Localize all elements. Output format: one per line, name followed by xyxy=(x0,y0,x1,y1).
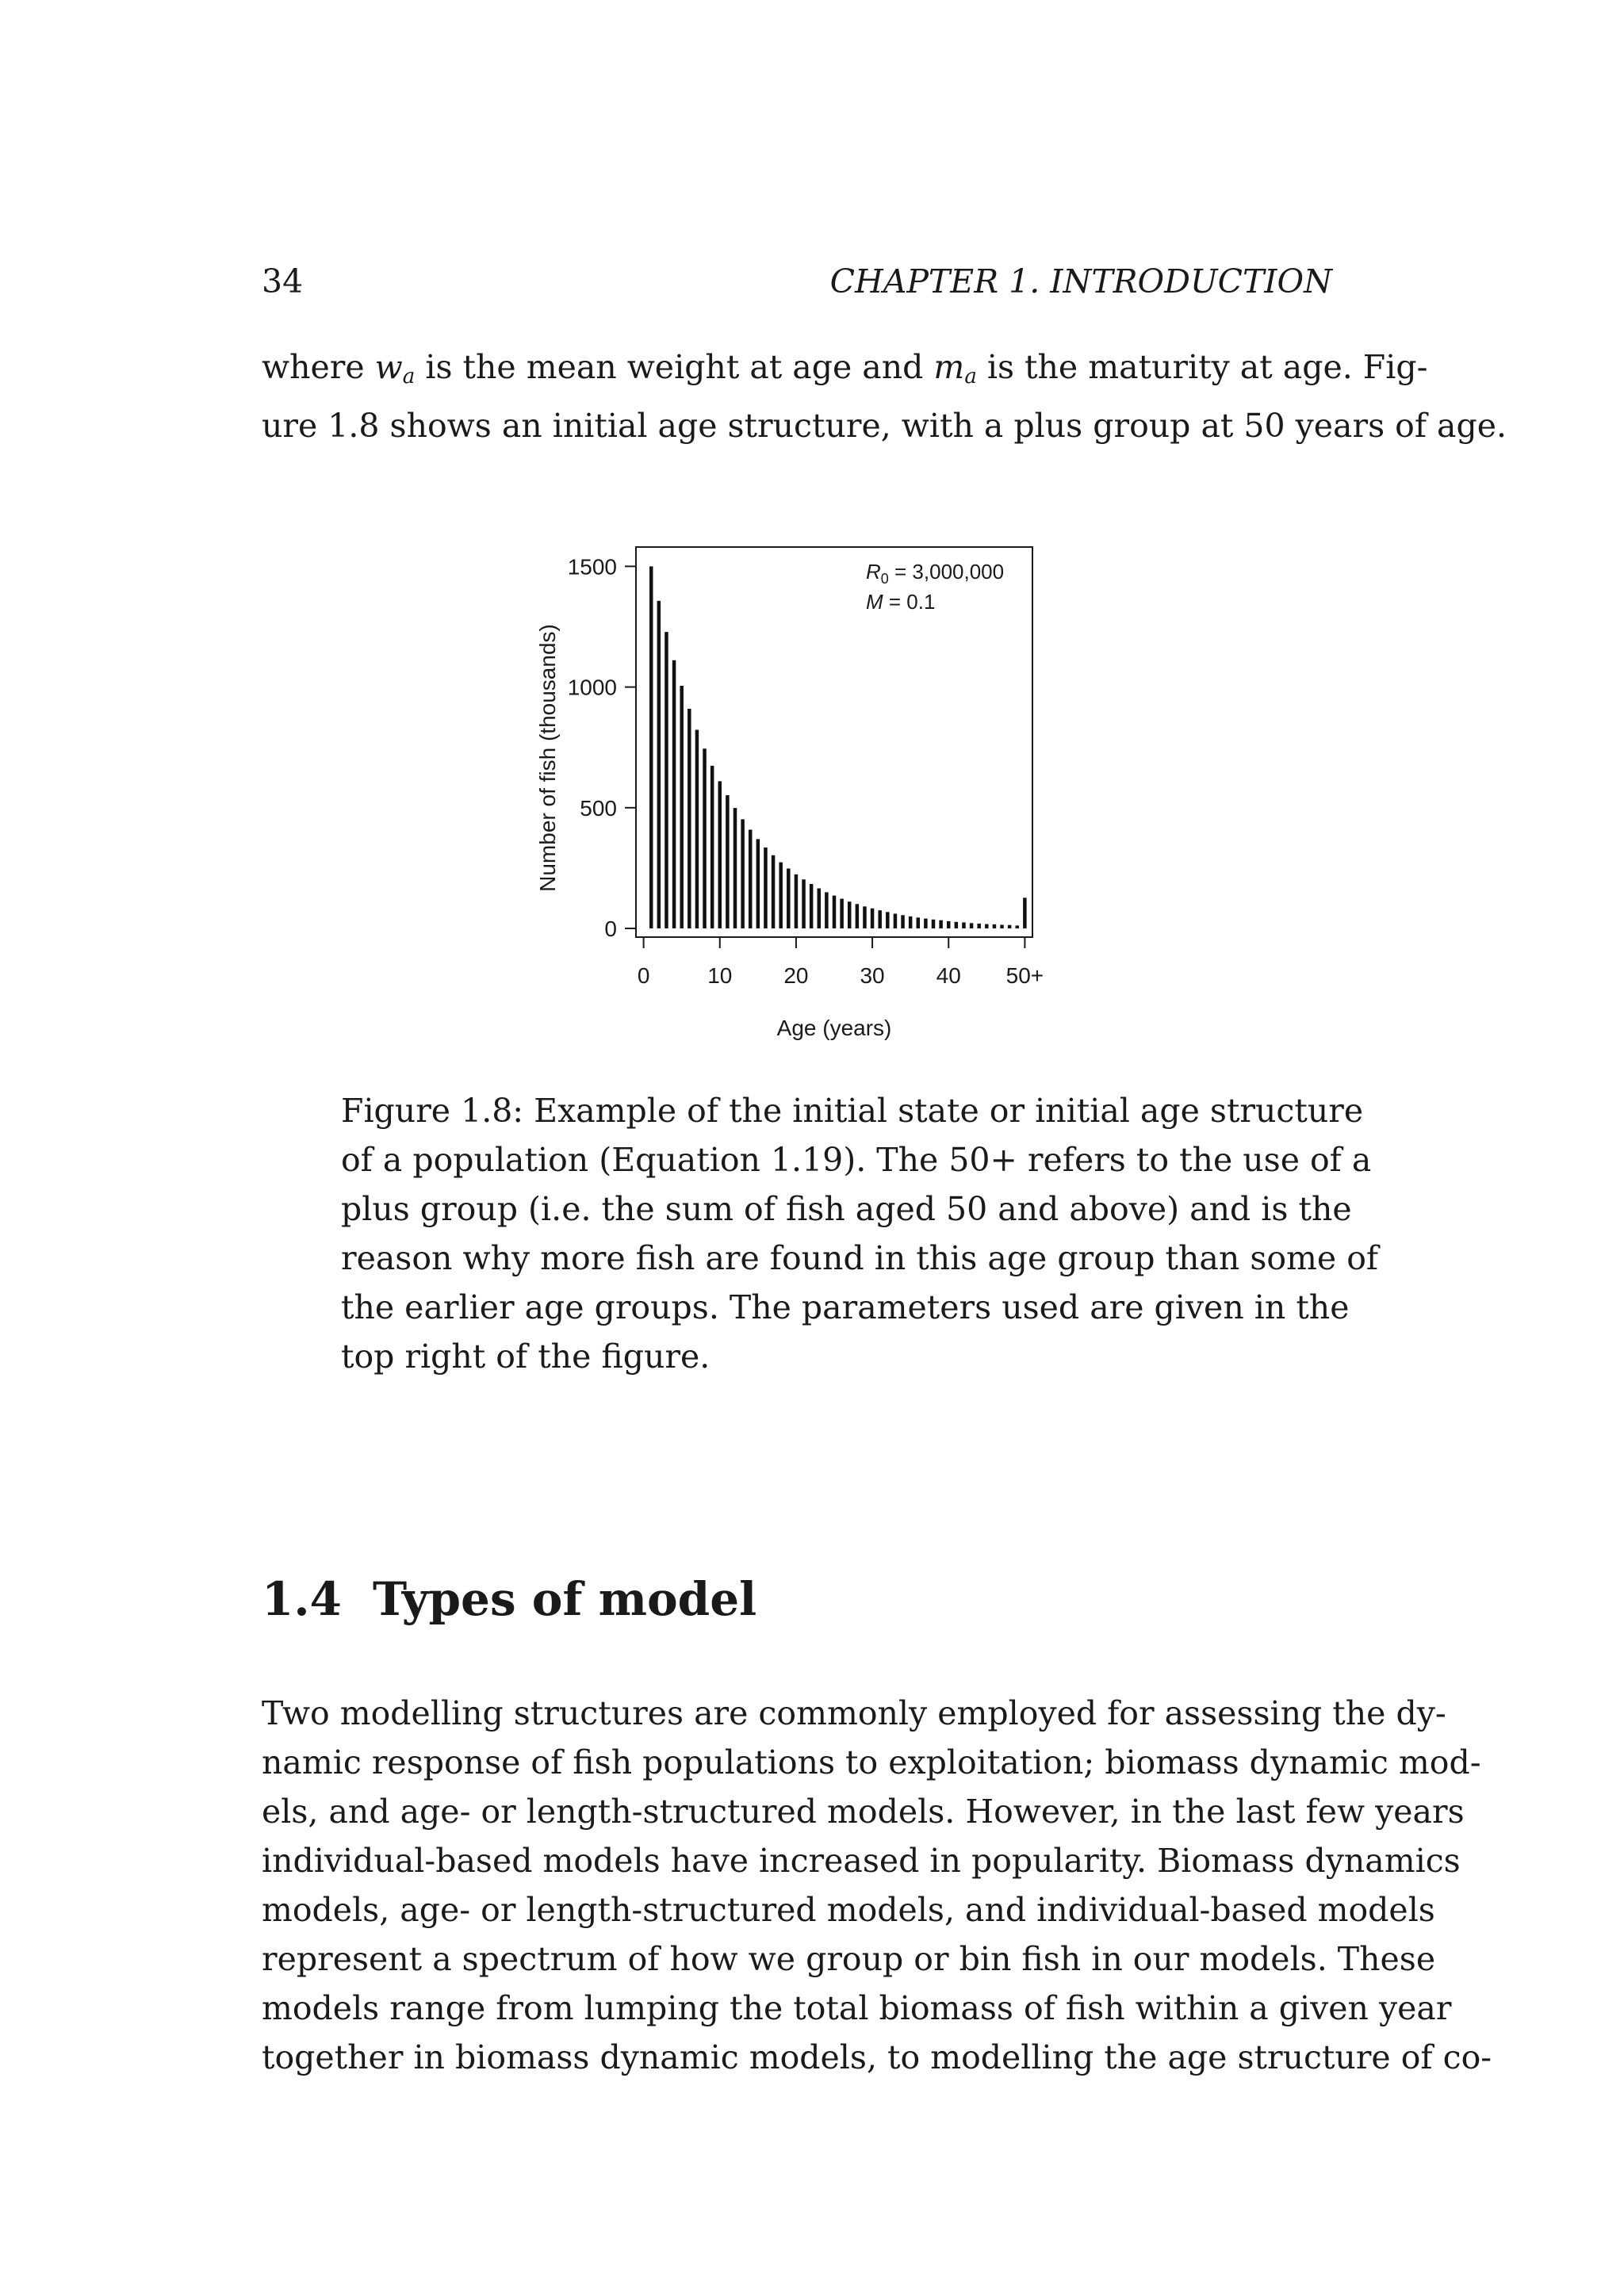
y-tick-label: 1000 xyxy=(567,675,617,700)
section-title-text: Types of model xyxy=(373,1572,757,1626)
caption-line-6: top right of the figure. xyxy=(341,1337,710,1376)
body-line-2: namic response of fish populations to exploitation; biomass dynamic mod- xyxy=(262,1743,1481,1781)
y-tick-label: 1500 xyxy=(567,554,617,580)
intro-line-1 xyxy=(262,342,1428,401)
body-line-1: Two modelling structures are commonly employed for assessing the dy- xyxy=(262,1694,1446,1732)
intro-text-c: is the maturity at age. Fig- xyxy=(976,348,1428,386)
age-structure-chart xyxy=(523,539,1063,1062)
x-axis-label: Age (years) xyxy=(776,1016,892,1040)
figure-1-8 xyxy=(523,539,1063,1062)
section-heading xyxy=(262,1571,756,1627)
y-axis-label: Number of fish (thousands) xyxy=(535,624,560,892)
intro-line-2: ure 1.8 shows an initial age structure, with a plus group at 50 years of age. xyxy=(262,407,1507,445)
annotation-symbol: R xyxy=(866,560,881,584)
page-number: 34 xyxy=(262,262,304,300)
annotation-value: = 3,000,000 xyxy=(888,560,1005,584)
parameter-annotation xyxy=(866,590,935,614)
body-line-3: els, and age- or length-structured models. However, in the last few years xyxy=(262,1793,1465,1831)
caption-line-2: of a population (Equation 1.19). The 50+ refers to the use of a xyxy=(341,1141,1372,1179)
caption-line-4: reason why more fish are found in this age group than some of xyxy=(341,1239,1379,1277)
annotation-value: = 0.1 xyxy=(883,590,936,614)
x-tick-label: 40 xyxy=(936,963,961,988)
annotation-subscript: 0 xyxy=(880,571,889,587)
caption-line-5: the earlier age groups. The parameters used are given in the xyxy=(341,1288,1350,1326)
section-number: 1.4 xyxy=(262,1572,342,1626)
m-variable: m xyxy=(933,348,965,386)
body-paragraph xyxy=(262,1689,1492,2082)
a-subscript: a xyxy=(402,365,416,388)
annotation-symbol: M xyxy=(866,590,883,614)
w-variable: w xyxy=(374,348,403,386)
parameter-annotation xyxy=(866,560,1004,587)
intro-text-b: is the mean weight at age and xyxy=(415,348,934,386)
x-tick-label: 0 xyxy=(637,963,650,988)
m-a-symbol xyxy=(933,348,976,386)
x-tick-label: 10 xyxy=(707,963,733,988)
y-tick-label: 0 xyxy=(604,916,617,942)
body-line-7: models range from lumping the total biomass of fish within a given year xyxy=(262,1989,1452,2027)
body-line-6: represent a spectrum of how we group or bin fish in our models. These xyxy=(262,1940,1436,1978)
figure-caption xyxy=(341,1086,1379,1381)
caption-line-1: Figure 1.8: Example of the initial state or initial age structure xyxy=(341,1092,1364,1130)
a-subscript: a xyxy=(964,365,977,388)
w-a-symbol xyxy=(375,348,416,386)
running-head: CHAPTER 1. INTRODUCTION xyxy=(829,262,1332,300)
x-tick-label: 20 xyxy=(783,963,809,988)
y-tick-label: 500 xyxy=(580,795,617,821)
caption-line-3: plus group (i.e. the sum of fish aged 50 and above) and is the xyxy=(341,1190,1352,1228)
body-line-8: together in biomass dynamic models, to modelling the age structure of co- xyxy=(262,2038,1492,2076)
intro-text-a: where xyxy=(262,348,375,386)
x-tick-label: 30 xyxy=(860,963,885,988)
x-tick-label: 50+ xyxy=(1005,963,1044,988)
body-line-4: individual-based models have increased in popularity. Biomass dynamics xyxy=(262,1842,1461,1880)
intro-paragraph xyxy=(262,342,1507,450)
body-line-5: models, age- or length-structured models, and individual-based models xyxy=(262,1891,1435,1929)
